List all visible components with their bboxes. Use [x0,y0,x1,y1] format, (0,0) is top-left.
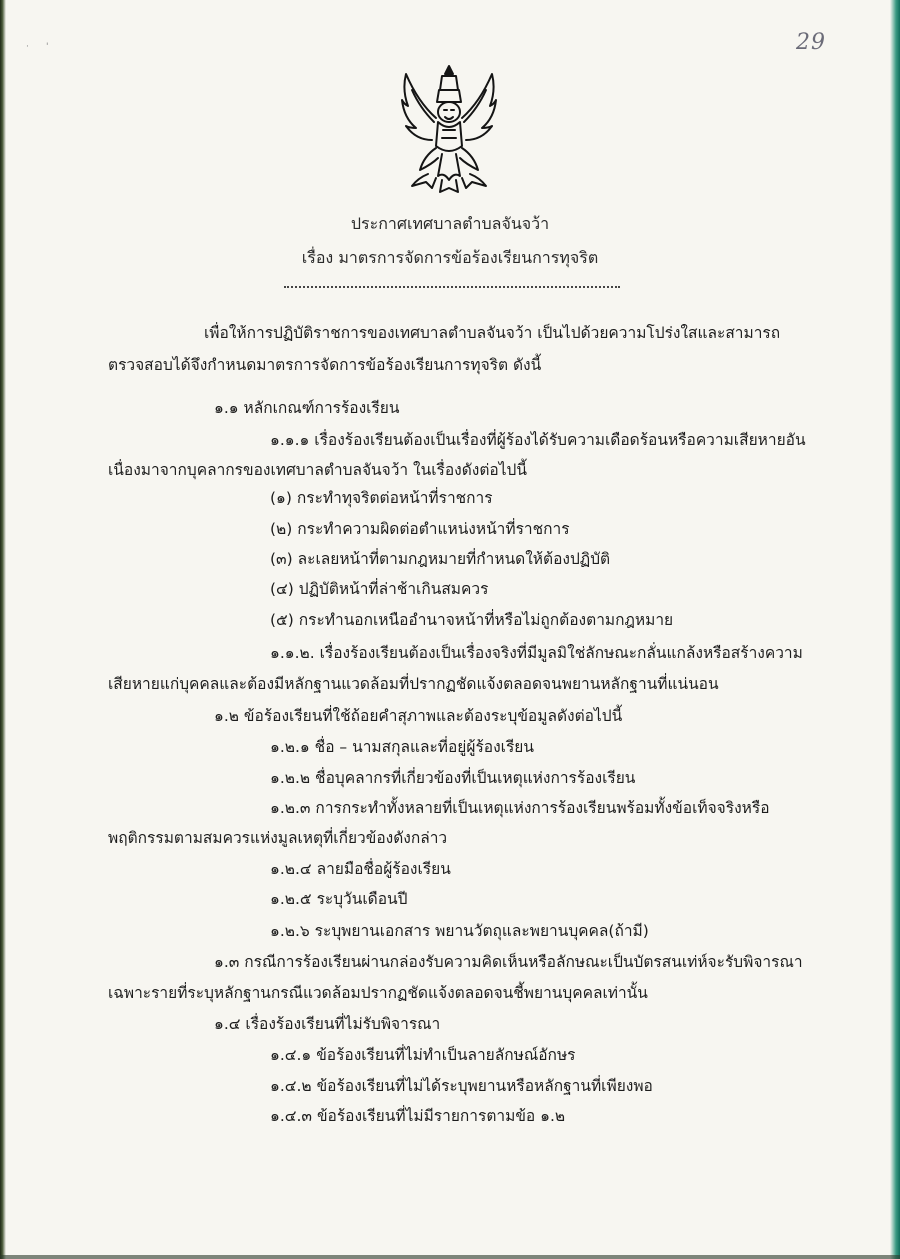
section-1-4-2: ๑.๔.๒ ข้อร้องเรียนที่ไม่ได้ระบุพยานหรือหลักฐานที่เพียงพอ [270,1077,653,1095]
handwritten-page-number: 29 [796,30,826,55]
dotted-divider [284,286,620,288]
announcement-subject: เรื่อง มาตรการจัดการข้อร้องเรียนการทุจริต [301,248,599,267]
list-item-4: (๔) ปฏิบัติหน้าที่ล่าช้าเกินสมควร [270,580,489,598]
scan-edge-right [890,0,900,1259]
section-1-4-1: ๑.๔.๑ ข้อร้องเรียนที่ไม่ทำเป็นลายลักษณ์อักษร [270,1046,576,1064]
list-item-2: (๒) กระทำความผิดต่อตำแหน่งหน้าที่ราชการ [270,520,570,538]
section-1-1-2-line-1: ๑.๑.๒. เรื่องร้องเรียนต้องเป็นเรื่องจริงที่มีมูลมิใช่ลักษณะกลั่นแกล้งหรือสร้างความ [270,644,803,662]
section-1-1-heading: ๑.๑ หลักเกณฑ์การร้องเรียน [214,399,400,417]
section-1-2-5: ๑.๒.๕ ระบุวันเดือนปี [270,890,408,908]
section-1-2-2: ๑.๒.๒ ชื่อบุคลากรที่เกี่ยวข้องที่เป็นเหตุแห่งการร้องเรียน [270,769,636,787]
section-1-1-1-line-1: ๑.๑.๑ เรื่องร้องเรียนต้องเป็นเรื่องที่ผู้ร้องได้รับความเดือดร้อนหรือความเสียหายอัน [270,431,806,449]
section-1-1-1-line-2: เนื่องมาจากบุคลากรของเทศบาลตำบลจันจว้า ในเรื่องดังต่อไปนี้ [108,461,527,479]
list-item-1: (๑) กระทำทุจริตต่อหน้าที่ราชการ [270,489,493,507]
scan-edge-bottom [0,1255,900,1259]
intro-line-1: เพื่อให้การปฏิบัติราชการของเทศบาลตำบลจันจว้า เป็นไปด้วยความโปร่งใสและสามารถ [204,324,781,342]
section-1-2-1: ๑.๒.๑ ชื่อ – นามสกุลและที่อยู่ผู้ร้องเรียน [270,738,534,756]
scan-edge-left [0,0,6,1259]
section-1-2-6: ๑.๒.๖ ระบุพยานเอกสาร พยานวัตถุและพยานบุคคล(ถ้ามี) [270,922,649,940]
section-1-1-2-line-2: เสียหายแก่บุคคลและต้องมีหลักฐานแวดล้อมที่ปรากฏชัดแจ้งตลอดจนพยานหลักฐานที่แน่นอน [108,675,719,693]
section-1-2-4: ๑.๒.๔ ลายมือชื่อผู้ร้องเรียน [270,860,451,878]
section-1-2-heading: ๑.๒ ข้อร้องเรียนที่ใช้ถ้อยคำสุภาพและต้องระบุข้อมูลดังต่อไปนี้ [214,707,623,725]
section-1-3-line-2: เฉพาะรายที่ระบุหลักฐานกรณีแวดล้อมปรากฏชัดแจ้งตลอดจนชี้พยานบุคคลเท่านั้น [108,984,648,1002]
garuda-emblem-icon [398,60,500,196]
scan-specks: · ' [26,42,49,52]
announcement-title: ประกาศเทศบาลตำบลจันจว้า [350,214,550,233]
list-item-3: (๓) ละเลยหน้าที่ตามกฎหมายที่กำหนดให้ต้องปฏิบัติ [270,550,611,568]
section-1-2-3-line-1: ๑.๒.๓ การกระทำทั้งหลายที่เป็นเหตุแห่งการร้องเรียนพร้อมทั้งข้อเท็จจริงหรือ [270,799,770,817]
section-1-4-3: ๑.๔.๓ ข้อร้องเรียนที่ไม่มีรายการตามข้อ ๑.๒ [270,1107,566,1125]
intro-line-2: ตรวจสอบได้จึงกำหนดมาตรการจัดการข้อร้องเรียนการทุจริต ดังนี้ [108,356,542,374]
section-1-2-3-line-2: พฤติกรรมตามสมควรแห่งมูลเหตุที่เกี่ยวข้องดังกล่าว [108,829,448,847]
list-item-5: (๕) กระทำนอกเหนืออำนาจหน้าที่หรือไม่ถูกต้องตามกฎหมาย [270,611,674,629]
section-1-4-heading: ๑.๔ เรื่องร้องเรียนที่ไม่รับพิจารณา [214,1015,441,1033]
section-1-3-line-1: ๑.๓ กรณีการร้องเรียนผ่านกล่องรับความคิดเห็นหรือลักษณะเป็นบัตรสนเท่ห์จะรับพิจารณา [214,953,803,971]
